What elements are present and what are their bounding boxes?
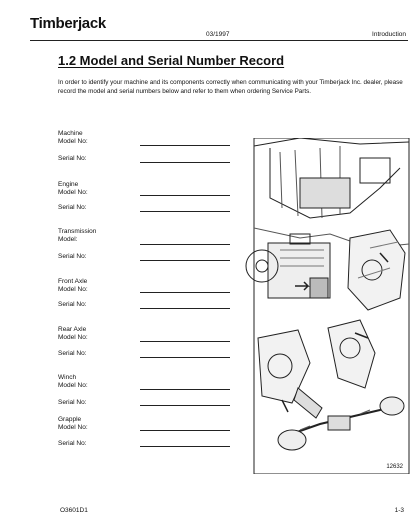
front-axle-model-field[interactable] <box>140 292 230 293</box>
transmission-serial-field[interactable] <box>140 260 230 261</box>
header-date: 03/1997 <box>206 31 230 38</box>
engine-model-field[interactable] <box>140 195 230 196</box>
front-axle-serial-label: Serial No: <box>58 301 87 308</box>
machine-heading: Machine <box>58 130 83 137</box>
engine-model-label: Model No: <box>58 189 88 196</box>
machine-serial-field[interactable] <box>140 162 230 163</box>
rear-axle-serial-label: Serial No: <box>58 350 87 357</box>
rear-axle-heading: Rear Axle <box>58 326 87 333</box>
front-axle-heading: Front Axle <box>58 278 88 285</box>
header-divider <box>30 40 408 41</box>
front-axle-model-label: Model No: <box>58 286 88 293</box>
transmission-model-field[interactable] <box>140 244 230 245</box>
machine-serial-label: Serial No: <box>58 155 87 162</box>
transmission-serial-label: Serial No: <box>58 253 87 260</box>
engine-heading: Engine <box>58 181 79 188</box>
footer-doc-number: O3601D1 <box>60 507 88 514</box>
engine-serial-field[interactable] <box>140 211 230 212</box>
grapple-model-field[interactable] <box>140 430 230 431</box>
grapple-serial-field[interactable] <box>140 446 230 447</box>
transmission-heading: Transmission <box>58 228 97 235</box>
figure-number: 12632 <box>386 464 403 470</box>
footer-page-number: 1-3 <box>394 507 404 514</box>
brand-logo: Timberjack <box>30 15 106 32</box>
rear-axle-model-field[interactable] <box>140 341 230 342</box>
winch-model-field[interactable] <box>140 389 230 390</box>
components-illustration <box>240 138 410 474</box>
rear-axle-model-label: Model No: <box>58 334 88 341</box>
grapple-model-label: Model No: <box>58 424 88 431</box>
winch-model-label: Model No: <box>58 382 88 389</box>
page-title: 1.2 Model and Serial Number Record <box>58 53 285 68</box>
transmission-model-label: Model: <box>58 236 78 243</box>
grapple-heading: Grapple <box>58 416 82 423</box>
machine-model-field[interactable] <box>140 145 230 146</box>
rear-axle-serial-field[interactable] <box>140 357 230 358</box>
machine-model-label: Model No: <box>58 138 88 145</box>
winch-serial-field[interactable] <box>140 405 230 406</box>
grapple-serial-label: Serial No: <box>58 440 87 447</box>
front-axle-serial-field[interactable] <box>140 308 230 309</box>
winch-heading: Winch <box>58 374 77 381</box>
winch-serial-label: Serial No: <box>58 399 87 406</box>
engine-serial-label: Serial No: <box>58 204 87 211</box>
intro-paragraph: In order to identify your machine and its components correctly when communicating with your Timberjack Inc. dealer, please record the model and serial numbers below and refer to them when ordering Service Parts. <box>58 79 403 95</box>
header-section: Introduction <box>372 31 406 38</box>
